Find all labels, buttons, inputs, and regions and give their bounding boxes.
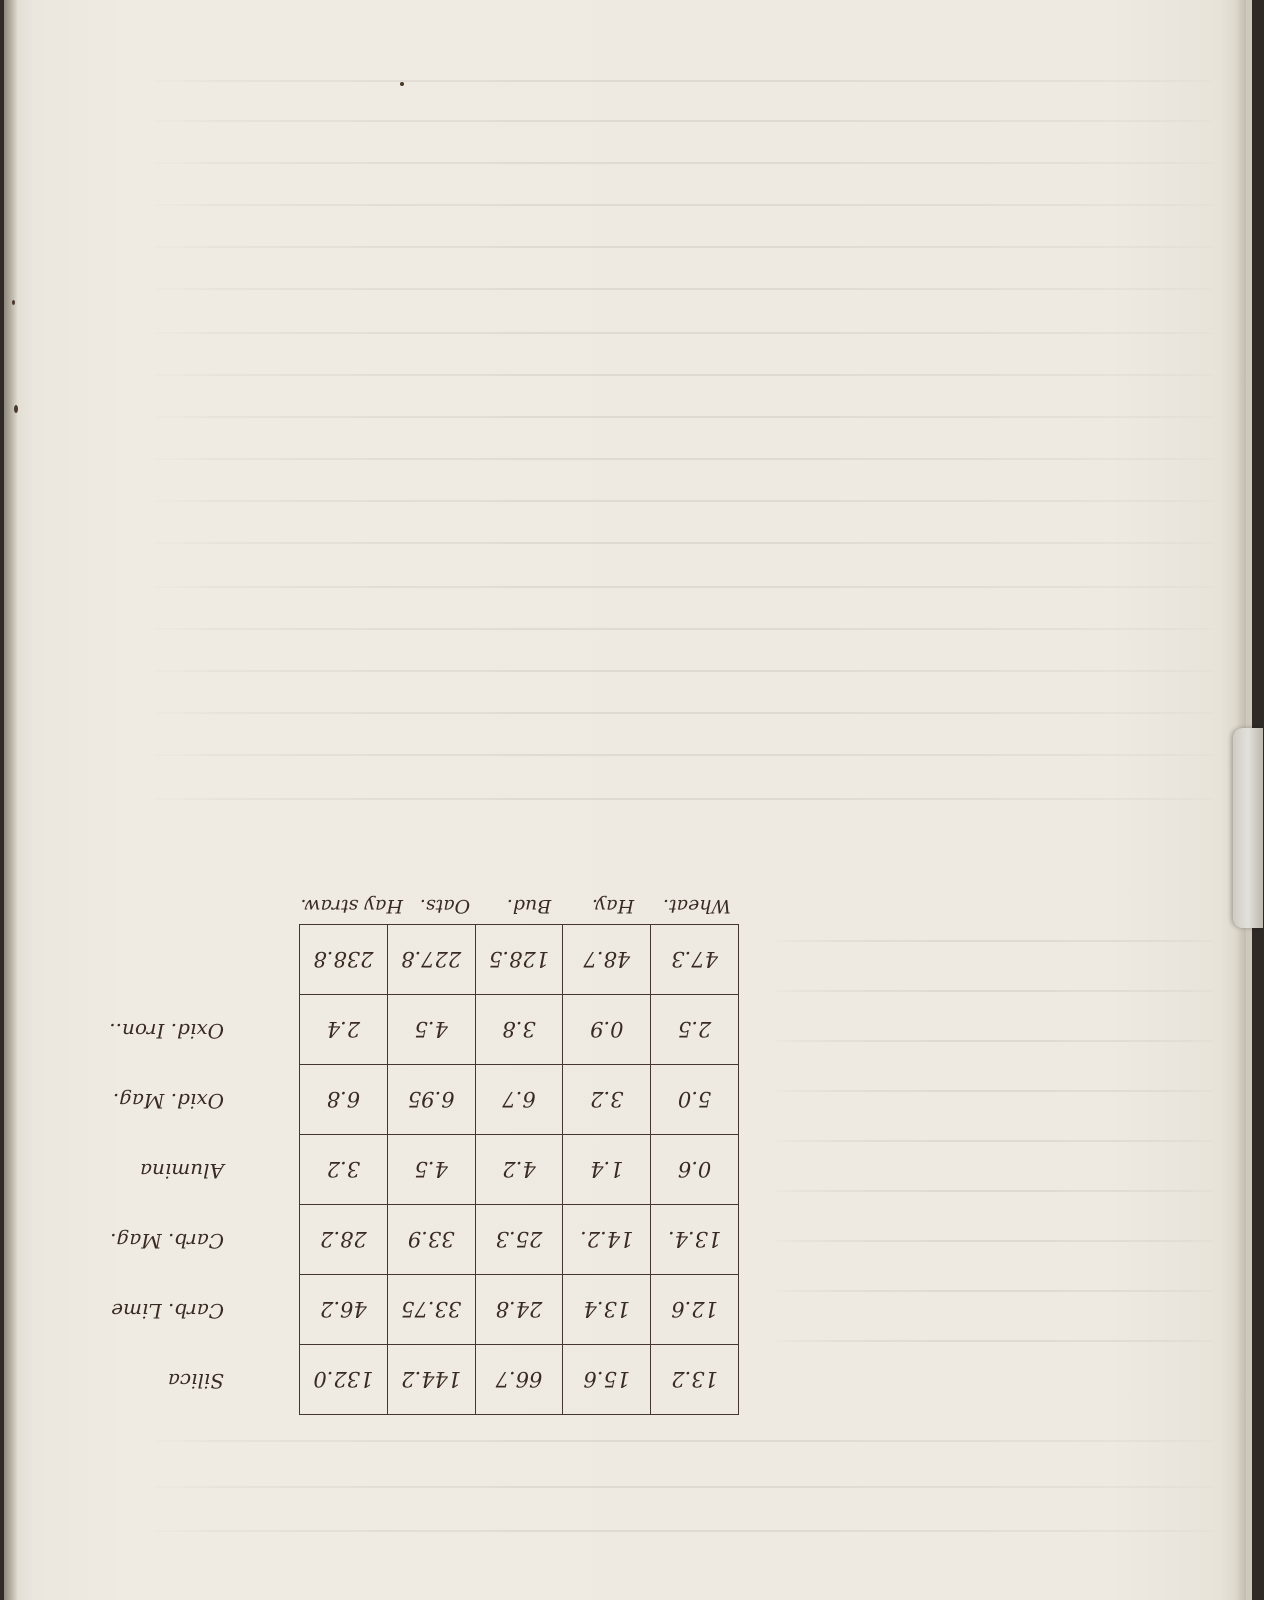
row-label-oxid-mag: Oxid. Mag. [112, 1089, 224, 1113]
row-label-carb-mag: Carb. Mag. [110, 1229, 224, 1253]
table-cell: 144.2 [387, 1345, 475, 1415]
table-cell: 66.7 [475, 1345, 563, 1415]
total-cell: 128.5 [475, 925, 563, 995]
total-cell: 48.7 [563, 925, 651, 995]
table-cell: 24.8 [475, 1275, 563, 1345]
table-cell: 2.4 [300, 995, 388, 1065]
column-label-oats: Oats. [419, 895, 471, 917]
ink-dot [12, 300, 15, 305]
table-row [300, 1065, 739, 1135]
table-cell: 15.6 [563, 1345, 651, 1415]
table-cell: 6.95 [387, 1065, 475, 1135]
table-cell: 28.2 [300, 1205, 388, 1275]
table-cell: 3.2 [300, 1135, 388, 1205]
binding-gutter [4, 0, 18, 1600]
column-label-hay-straw: Hay straw. [300, 895, 403, 917]
table-row-totals [300, 925, 739, 995]
table-cell: 4.5 [387, 1135, 475, 1205]
table-cell: 33.75 [387, 1275, 475, 1345]
table-cell: 132.0 [300, 1345, 388, 1415]
table-cell: 0.9 [563, 995, 651, 1065]
table-rule [299, 924, 739, 925]
row-label-oxid-iron: Oxid. Iron.. [109, 1019, 224, 1043]
table-cell: 14.2. [563, 1205, 651, 1275]
row-label-silica: Silica [167, 1369, 224, 1393]
total-cell: 238.8 [300, 925, 388, 995]
ink-dot [14, 405, 18, 413]
table-cell: 6.8 [300, 1065, 388, 1135]
table-row [300, 995, 739, 1065]
table-row [300, 1275, 739, 1345]
table-cell: 13.4 [563, 1275, 651, 1345]
table-row [300, 1135, 739, 1205]
table-cell: 33.9 [387, 1205, 475, 1275]
table-cell: 25.3 [475, 1205, 563, 1275]
table-cell: 13.4. [651, 1205, 739, 1275]
table-cell: 12.6 [651, 1275, 739, 1345]
row-label-alumina: Alumina [140, 1159, 224, 1183]
table-cell: 0.6 [651, 1135, 739, 1205]
table-row [300, 1345, 739, 1415]
page-clip [1233, 728, 1263, 928]
analysis-table [109, 855, 739, 1415]
table-cell: 5.0 [651, 1065, 739, 1135]
table-cell: 2.5 [651, 995, 739, 1065]
row-label-carb-lime: Carb. Lime [111, 1299, 224, 1323]
table-cell: 46.2 [300, 1275, 388, 1345]
column-label-wheat: Wheat. [663, 895, 732, 917]
column-label-hay: Hay. [591, 895, 635, 917]
notebook-page [4, 0, 1252, 1600]
table-cell: 13.2 [651, 1345, 739, 1415]
column-label-bud: Bud. [506, 895, 552, 917]
table-cell: 1.4 [563, 1135, 651, 1205]
table-grid [299, 924, 739, 1415]
total-cell: 227.8 [387, 925, 475, 995]
total-cell: 47.3 [651, 925, 739, 995]
table-row [300, 1205, 739, 1275]
table-cell: 3.2 [563, 1065, 651, 1135]
table-cell: 4.5 [387, 995, 475, 1065]
table-cell: 6.7 [475, 1065, 563, 1135]
table-cell: 3.8 [475, 995, 563, 1065]
column-labels [299, 877, 739, 917]
table-cell: 4.2 [475, 1135, 563, 1205]
